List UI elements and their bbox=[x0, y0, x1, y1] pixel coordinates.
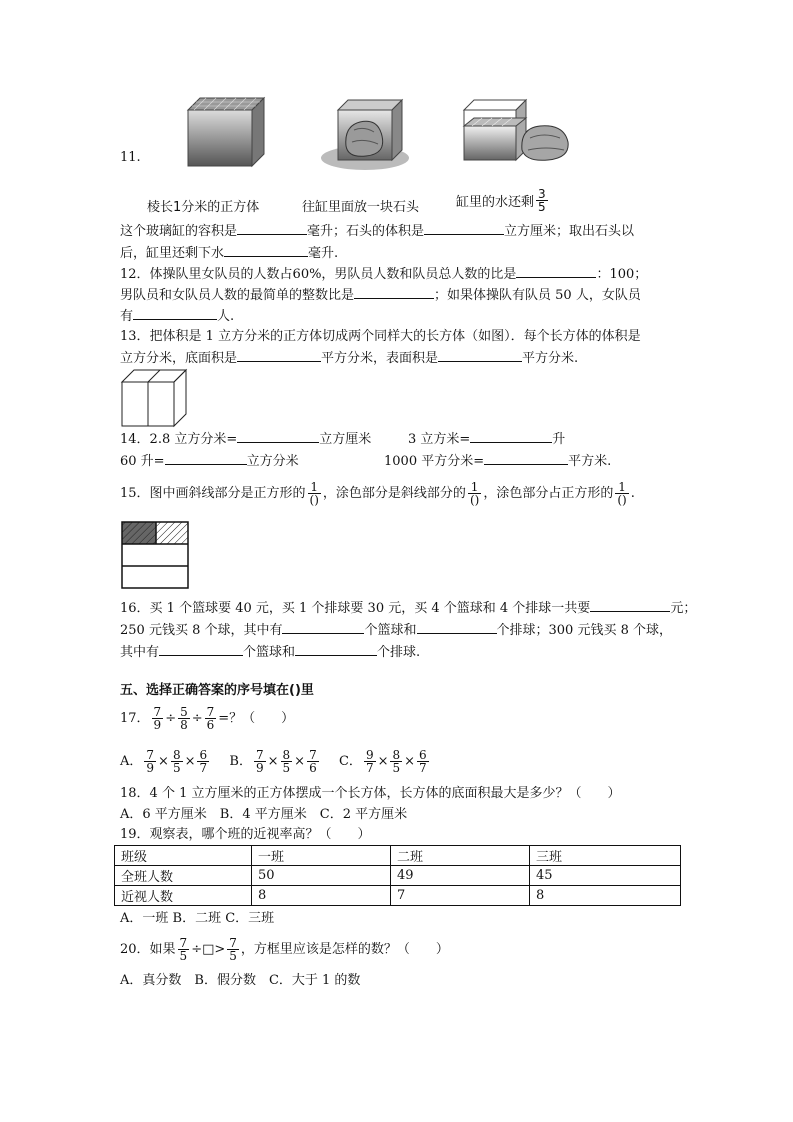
option-a[interactable]: A． $\frac{7}{9}$ × $\frac{8}{5}$ × $\frac{6}{7}$ bbox=[120, 748, 208, 775]
table-cell: 8 bbox=[530, 886, 681, 906]
section-heading: 五、选择正确答案的序号填在()里 bbox=[120, 683, 314, 698]
table-cell: 50 bbox=[252, 866, 391, 886]
q17-question: 17． $\frac{7}{9}$ ÷ $\frac{5}{8}$ ÷ $\frac{7}{6}$ =？（ ） bbox=[120, 705, 295, 732]
table-header-row bbox=[115, 846, 681, 866]
option-b[interactable]: B． $\frac{7}{9}$ × $\frac{8}{5}$ × $\frac{7}{6}$ bbox=[229, 748, 317, 775]
fraction: $\frac{7}{9}$ bbox=[255, 748, 264, 775]
table-cell: 二班 bbox=[391, 846, 530, 866]
answer-blank[interactable] bbox=[424, 220, 504, 235]
tank-with-stone-figure bbox=[320, 96, 410, 172]
answer-blank[interactable] bbox=[295, 641, 377, 656]
answer-blank[interactable] bbox=[224, 242, 308, 257]
table-cell: 45 bbox=[530, 866, 681, 886]
cut-cube-figure bbox=[120, 368, 190, 428]
fraction: $\frac{7}{6}$ bbox=[206, 705, 215, 732]
q18-options[interactable]: A．6 平方厘米 B．4 平方厘米 C．2 平方厘米 bbox=[120, 807, 408, 822]
fraction: $\frac{3}{5}$ bbox=[538, 187, 546, 214]
fraction: $\frac{6}{7}$ bbox=[419, 748, 427, 775]
q14-line1-right: 3 立方米= 升 bbox=[408, 428, 565, 450]
table-cell: 7 bbox=[391, 886, 530, 906]
answer-blank[interactable] bbox=[165, 450, 247, 465]
cube-figure bbox=[186, 96, 266, 168]
q11-line2: 后，缸里还剩下水 毫升. bbox=[120, 242, 338, 264]
fraction: $\frac{7}{9}$ bbox=[146, 748, 155, 775]
fraction: $\frac{7}{6}$ bbox=[309, 748, 317, 775]
table-row bbox=[115, 866, 681, 886]
q11-number: 11. bbox=[120, 150, 141, 165]
table-cell: 三班 bbox=[530, 846, 681, 866]
answer-blank[interactable] bbox=[516, 263, 596, 278]
q14-line2-right: 1000 平方分米= 平方米. bbox=[384, 450, 611, 472]
answer-blank[interactable] bbox=[438, 347, 522, 362]
table-cell: 49 bbox=[391, 866, 530, 886]
answer-blank[interactable] bbox=[417, 619, 497, 634]
q13-line2: 立方分米，底面积是 平方分米，表面积是 平方分米. bbox=[120, 347, 578, 369]
q12-line1: 12．体操队里女队员的人数占60%，男队员人数和队员总人数的比是 ：100； bbox=[120, 263, 647, 285]
square-shading-figure bbox=[120, 520, 192, 590]
table-cell: 班级 bbox=[115, 846, 252, 866]
table-cell: 近视人数 bbox=[115, 886, 252, 906]
answer-blank[interactable] bbox=[470, 428, 552, 443]
answer-blank[interactable] bbox=[237, 347, 321, 362]
answer-blank[interactable] bbox=[484, 450, 568, 465]
table-cell: 8 bbox=[252, 886, 391, 906]
caption-stone: 往缸里面放一块石头 bbox=[302, 200, 420, 215]
fraction: $\frac{6}{7}$ bbox=[199, 748, 208, 775]
caption-remaining: 缸里的水还剩 $\frac{3}{5}$ bbox=[456, 187, 546, 214]
answer-blank[interactable] bbox=[237, 428, 319, 443]
q12-line2: 男队员和女队员人数的最简单的整数比是 ；如果体操队有队员 50 人，女队员 bbox=[120, 284, 641, 306]
table-row bbox=[115, 886, 681, 906]
q14-line1: 14．2.8 立方分米= 立方厘米 bbox=[120, 428, 371, 450]
q15-line: 15．图中画斜线部分是正方形的 $\frac{1}{()}$ ，涂色部分是斜线部分的 $\frac{1}{()}$ ，涂色部分占正方形的 $\frac{1}{()}$ . bbox=[120, 480, 635, 507]
fraction: $\frac{1}{()}$ bbox=[617, 480, 627, 507]
fraction: $\frac{8}{5}$ bbox=[392, 748, 401, 775]
q20-options[interactable]: A．真分数 B．假分数 C．大于 1 的数 bbox=[120, 973, 361, 988]
q12-line3: 有 人. bbox=[120, 305, 234, 327]
answer-blank[interactable] bbox=[354, 284, 434, 299]
table-cell: 一班 bbox=[252, 846, 391, 866]
option-c[interactable]: C． $\frac{9}{7}$ × $\frac{8}{5}$ × $\frac{6}{7}$ bbox=[338, 748, 427, 775]
q16-line3: 其中有 个篮球和 个排球. bbox=[120, 641, 420, 663]
q19-question: 19．观察表，哪个班的近视率高？（ ） bbox=[120, 827, 371, 842]
answer-blank[interactable] bbox=[282, 619, 364, 634]
fraction: $\frac{7}{9}$ bbox=[153, 705, 162, 732]
q16-line2: 250 元钱买 8 个球，其中有 个篮球和 个排球；300 元钱买 8 个球， bbox=[120, 619, 672, 641]
table-cell: 全班人数 bbox=[115, 866, 252, 886]
caption-cube: 棱长1分米的正方体 bbox=[147, 200, 260, 215]
q14-line2: 60 升= 立方分米 bbox=[120, 450, 299, 472]
fraction: $\frac{1}{()}$ bbox=[469, 480, 480, 507]
q20-question: 20．如果 $\frac{7}{5}$ ÷□> $\frac{7}{5}$ ，方框里应该是怎样的数？（ ） bbox=[120, 936, 449, 963]
q16-line1: 16．买 1 个篮球要 40 元，买 1 个排球要 30 元，买 4 个篮球和 4 个排球一共要 元； bbox=[120, 597, 696, 619]
fraction: $\frac{9}{7}$ bbox=[365, 748, 374, 775]
fraction: $\frac{7}{5}$ bbox=[229, 936, 237, 963]
fraction: $\frac{8}{5}$ bbox=[282, 748, 291, 775]
q19-options[interactable]: A．一班 B．二班 C．三班 bbox=[120, 911, 275, 926]
fraction: $\frac{1}{()}$ bbox=[309, 480, 319, 507]
answer-blank[interactable] bbox=[590, 597, 670, 612]
fraction: $\frac{8}{5}$ bbox=[172, 748, 181, 775]
answer-blank[interactable] bbox=[133, 305, 217, 320]
fraction: $\frac{7}{5}$ bbox=[179, 936, 188, 963]
fraction: $\frac{5}{8}$ bbox=[180, 705, 188, 732]
data-table bbox=[114, 845, 681, 906]
q18-question: 18．4 个 1 立方厘米的正方体摆成一个长方体，长方体的底面积最大是多少？（ ） bbox=[120, 786, 621, 801]
answer-blank[interactable] bbox=[159, 641, 243, 656]
q11-line1: 这个玻璃缸的容积是 毫升；石头的体积是 立方厘米；取出石头以 bbox=[120, 220, 634, 242]
tank-and-stone-figure bbox=[460, 96, 572, 172]
q13-line1: 13．把体积是 1 立方分米的正方体切成两个同样大的长方体（如图）．每个长方体的体积是 bbox=[120, 329, 641, 344]
q17-options bbox=[120, 746, 431, 778]
answer-blank[interactable] bbox=[237, 220, 307, 235]
